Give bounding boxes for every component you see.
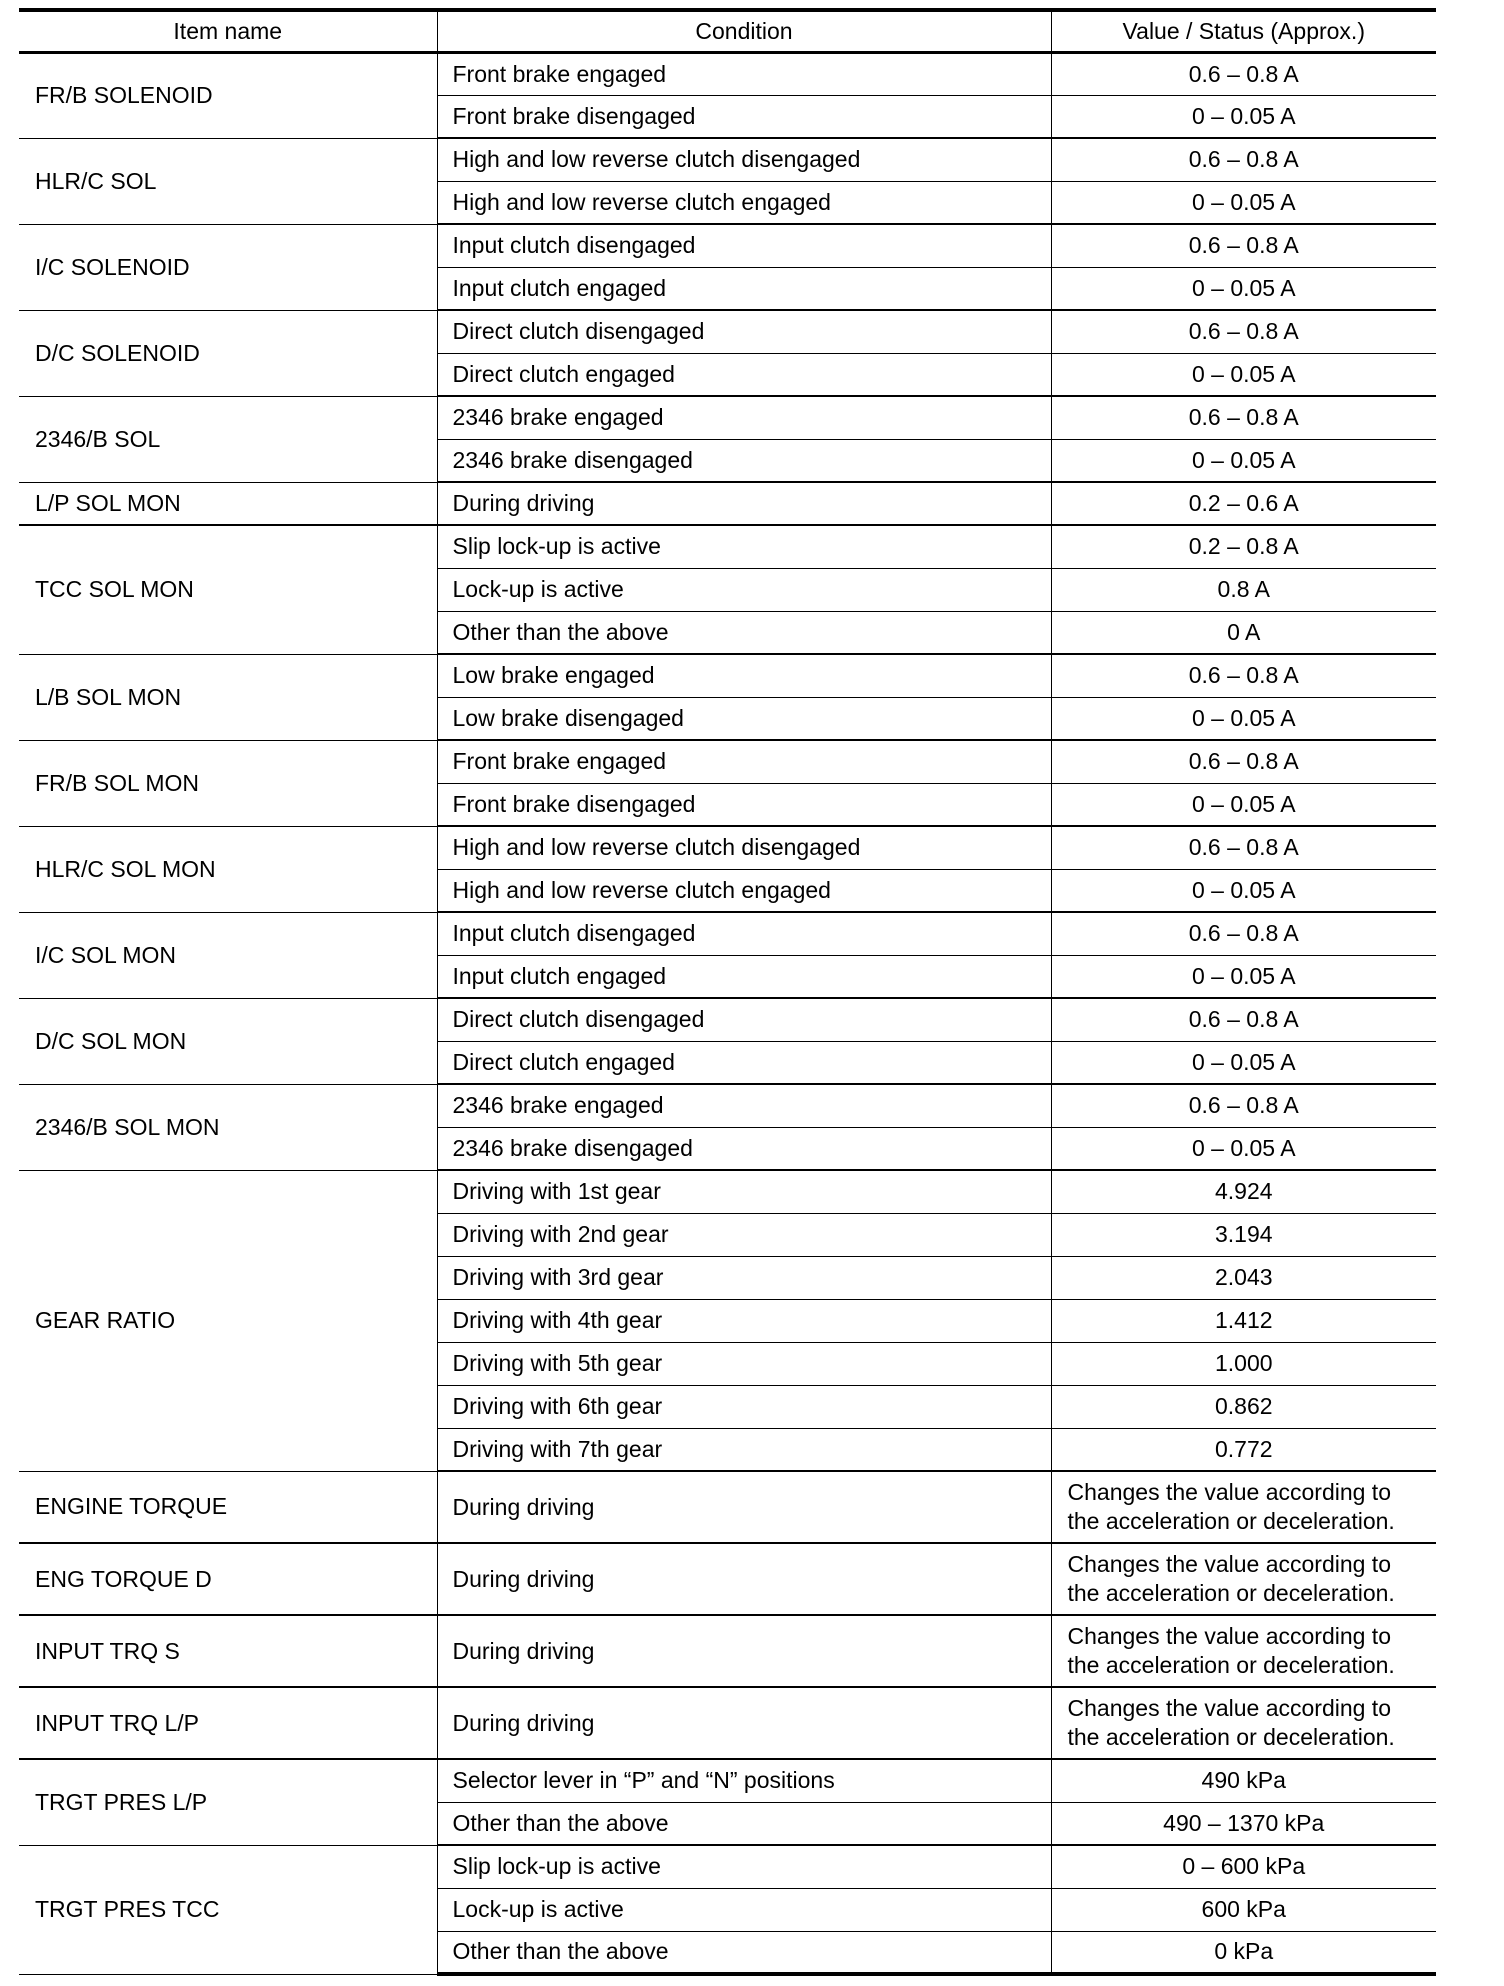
condition-cell: Other than the above (437, 1931, 1051, 1974)
item-name-cell: TCC SOL MON (19, 525, 437, 654)
condition-cell: Input clutch engaged (437, 955, 1051, 998)
value-status-cell: 0.862 (1051, 1385, 1436, 1428)
condition-cell: Driving with 5th gear (437, 1342, 1051, 1385)
condition-cell: Driving with 3rd gear (437, 1256, 1051, 1299)
condition-cell: During driving (437, 1471, 1051, 1543)
condition-cell: High and low reverse clutch engaged (437, 181, 1051, 224)
table-header (19, 10, 1436, 52)
value-status-cell: 0.2 – 0.6 A (1051, 482, 1436, 525)
table-row (19, 654, 1436, 697)
condition-cell: Front brake disengaged (437, 783, 1051, 826)
table-row (19, 52, 1436, 95)
table-row (19, 1471, 1436, 1543)
item-name-cell: INPUT TRQ L/P (19, 1687, 437, 1759)
table-row (19, 224, 1436, 267)
condition-cell: Driving with 6th gear (437, 1385, 1051, 1428)
value-status-cell: 0.6 – 0.8 A (1051, 138, 1436, 181)
value-status-cell: 0 – 0.05 A (1051, 1127, 1436, 1170)
item-name-cell: 2346/B SOL (19, 396, 437, 482)
condition-cell: Selector lever in “P” and “N” positions (437, 1759, 1051, 1802)
table-row (19, 525, 1436, 568)
value-status-cell: 0 – 0.05 A (1051, 955, 1436, 998)
value-status-cell: 0 – 0.05 A (1051, 95, 1436, 138)
value-status-cell: 0 – 0.05 A (1051, 869, 1436, 912)
value-status-cell: Changes the value according to the acceleration or deceleration. (1051, 1543, 1436, 1615)
condition-cell: Low brake engaged (437, 654, 1051, 697)
data-monitor-table (19, 8, 1436, 1976)
table-row (19, 1084, 1436, 1127)
table-row (19, 396, 1436, 439)
item-name-cell: FR/B SOLENOID (19, 52, 437, 138)
condition-cell: 2346 brake disengaged (437, 439, 1051, 482)
condition-cell: Driving with 7th gear (437, 1428, 1051, 1471)
condition-cell: Driving with 1st gear (437, 1170, 1051, 1213)
condition-cell: High and low reverse clutch disengaged (437, 138, 1051, 181)
value-status-cell: 0.6 – 0.8 A (1051, 740, 1436, 783)
condition-cell: Lock-up is active (437, 568, 1051, 611)
table-row (19, 1615, 1436, 1687)
table-row (19, 482, 1436, 525)
document-page (19, 8, 1436, 1976)
condition-cell: Input clutch engaged (437, 267, 1051, 310)
value-status-cell: Changes the value according to the acceleration or deceleration. (1051, 1615, 1436, 1687)
item-name-cell: INPUT TRQ S (19, 1615, 437, 1687)
table-row (19, 1759, 1436, 1802)
header-row (19, 10, 1436, 52)
condition-cell: Direct clutch disengaged (437, 310, 1051, 353)
condition-cell: Other than the above (437, 611, 1051, 654)
header-item-name: Item name (19, 10, 437, 52)
item-name-cell: 2346/B SOL MON (19, 1084, 437, 1170)
table-row (19, 740, 1436, 783)
condition-cell: 2346 brake engaged (437, 396, 1051, 439)
value-status-cell: 4.924 (1051, 1170, 1436, 1213)
table-row (19, 138, 1436, 181)
table-row (19, 826, 1436, 869)
item-name-cell: ENG TORQUE D (19, 1543, 437, 1615)
table-row (19, 1170, 1436, 1213)
condition-cell: Other than the above (437, 1802, 1051, 1845)
condition-cell: Front brake engaged (437, 740, 1051, 783)
condition-cell: Low brake disengaged (437, 697, 1051, 740)
condition-cell: Lock-up is active (437, 1888, 1051, 1931)
condition-cell: During driving (437, 1687, 1051, 1759)
item-name-cell: L/B SOL MON (19, 654, 437, 740)
table-row (19, 1543, 1436, 1615)
value-status-cell: 0 – 0.05 A (1051, 353, 1436, 396)
value-status-cell: 490 kPa (1051, 1759, 1436, 1802)
value-status-cell: 0 – 0.05 A (1051, 697, 1436, 740)
table-row (19, 310, 1436, 353)
condition-cell: 2346 brake engaged (437, 1084, 1051, 1127)
value-status-cell: 0 – 0.05 A (1051, 783, 1436, 826)
value-status-cell: 0.6 – 0.8 A (1051, 654, 1436, 697)
condition-cell: During driving (437, 1543, 1051, 1615)
condition-cell: Direct clutch engaged (437, 353, 1051, 396)
value-status-cell: 600 kPa (1051, 1888, 1436, 1931)
value-status-cell: 0.772 (1051, 1428, 1436, 1471)
value-status-cell: 0 kPa (1051, 1931, 1436, 1974)
value-status-cell: 0.6 – 0.8 A (1051, 52, 1436, 95)
value-status-cell: 0.6 – 0.8 A (1051, 224, 1436, 267)
item-name-cell: D/C SOLENOID (19, 310, 437, 396)
condition-cell: Front brake disengaged (437, 95, 1051, 138)
condition-cell: Front brake engaged (437, 52, 1051, 95)
item-name-cell: HLR/C SOL MON (19, 826, 437, 912)
item-name-cell: L/P SOL MON (19, 482, 437, 525)
condition-cell: High and low reverse clutch engaged (437, 869, 1051, 912)
value-status-cell: 0 – 0.05 A (1051, 181, 1436, 224)
value-status-cell: Changes the value according to the acceleration or deceleration. (1051, 1687, 1436, 1759)
value-status-cell: 0.6 – 0.8 A (1051, 998, 1436, 1041)
value-status-cell: 0.6 – 0.8 A (1051, 826, 1436, 869)
condition-cell: Direct clutch disengaged (437, 998, 1051, 1041)
value-status-cell: 1.000 (1051, 1342, 1436, 1385)
value-status-cell: 0 – 0.05 A (1051, 439, 1436, 482)
item-name-cell: D/C SOL MON (19, 998, 437, 1084)
condition-cell: Direct clutch engaged (437, 1041, 1051, 1084)
value-status-cell: 490 – 1370 kPa (1051, 1802, 1436, 1845)
condition-cell: Slip lock-up is active (437, 1845, 1051, 1888)
table-row (19, 998, 1436, 1041)
value-status-cell: 0.6 – 0.8 A (1051, 912, 1436, 955)
condition-cell: Input clutch disengaged (437, 224, 1051, 267)
item-name-cell: TRGT PRES L/P (19, 1759, 437, 1845)
value-status-cell: 0 – 0.05 A (1051, 267, 1436, 310)
item-name-cell: I/C SOL MON (19, 912, 437, 998)
item-name-cell: TRGT PRES TCC (19, 1845, 437, 1974)
condition-cell: 2346 brake disengaged (437, 1127, 1051, 1170)
table-row (19, 1845, 1436, 1888)
item-name-cell: ENGINE TORQUE (19, 1471, 437, 1543)
item-name-cell: HLR/C SOL (19, 138, 437, 224)
item-name-cell: GEAR RATIO (19, 1170, 437, 1471)
value-status-cell: 0.2 – 0.8 A (1051, 525, 1436, 568)
condition-cell: Driving with 4th gear (437, 1299, 1051, 1342)
value-status-cell: 0.6 – 0.8 A (1051, 396, 1436, 439)
value-status-cell: 0 A (1051, 611, 1436, 654)
condition-cell: Input clutch disengaged (437, 912, 1051, 955)
value-status-cell: 0.6 – 0.8 A (1051, 310, 1436, 353)
value-status-cell: 0 – 600 kPa (1051, 1845, 1436, 1888)
condition-cell: Slip lock-up is active (437, 525, 1051, 568)
value-status-cell: 0.6 – 0.8 A (1051, 1084, 1436, 1127)
condition-cell: Driving with 2nd gear (437, 1213, 1051, 1256)
condition-cell: During driving (437, 482, 1051, 525)
value-status-cell: Changes the value according to the acceleration or deceleration. (1051, 1471, 1436, 1543)
value-status-cell: 0 – 0.05 A (1051, 1041, 1436, 1084)
value-status-cell: 2.043 (1051, 1256, 1436, 1299)
item-name-cell: I/C SOLENOID (19, 224, 437, 310)
table-row (19, 1687, 1436, 1759)
value-status-cell: 3.194 (1051, 1213, 1436, 1256)
table-body (19, 52, 1436, 1974)
header-value-status: Value / Status (Approx.) (1051, 10, 1436, 52)
table-row (19, 912, 1436, 955)
value-status-cell: 0.8 A (1051, 568, 1436, 611)
condition-cell: During driving (437, 1615, 1051, 1687)
value-status-cell: 1.412 (1051, 1299, 1436, 1342)
item-name-cell: FR/B SOL MON (19, 740, 437, 826)
condition-cell: High and low reverse clutch disengaged (437, 826, 1051, 869)
header-condition: Condition (437, 10, 1051, 52)
